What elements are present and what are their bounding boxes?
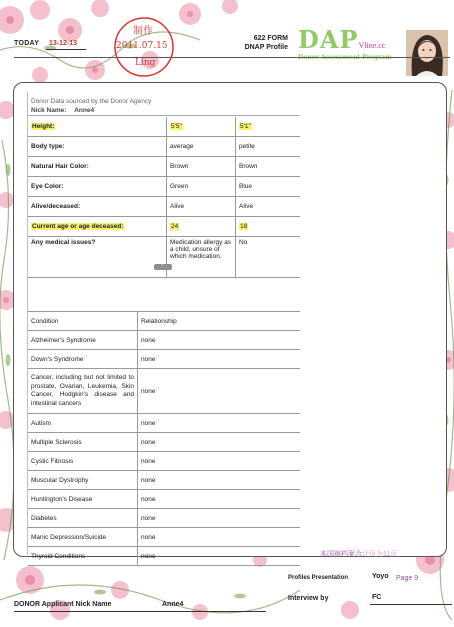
condition-row <box>28 547 300 566</box>
interview-by-value: FC <box>372 594 382 601</box>
conditions-header-row <box>28 312 300 331</box>
donor-nick-name-value: Anne4 <box>162 601 184 608</box>
condition-relationship: none <box>138 547 301 566</box>
condition-row <box>28 452 300 471</box>
interview-underline <box>370 604 452 605</box>
stamp-bottom-text: Ling <box>135 58 156 68</box>
condition-name: Multiple Sclerosis <box>28 433 138 452</box>
nick-name-value: Anne4 <box>74 107 95 114</box>
condition-row <box>28 369 300 414</box>
stamp-seal <box>113 16 175 78</box>
donor-underline <box>14 611 266 612</box>
condition-name: Huntington's Disease <box>28 490 138 509</box>
expand-handle[interactable] <box>154 264 172 270</box>
page-number: Page 9 <box>396 575 419 582</box>
condition-relationship: none <box>138 433 301 452</box>
trait-label: Body type: <box>31 143 65 150</box>
condition-name: Thyroid Conditions <box>28 547 138 566</box>
condition-row <box>28 490 300 509</box>
trait-value-2: petite <box>239 143 255 150</box>
condition-relationship: none <box>138 471 301 490</box>
trait-value-2: 5'1" <box>240 123 251 130</box>
trait-row <box>28 197 300 217</box>
trait-label: Any medical issues? <box>31 239 96 246</box>
trait-value-2: Blue <box>239 183 253 190</box>
logo-subtitle: Donor Assessment Program <box>298 54 392 61</box>
trait-row <box>28 157 300 177</box>
condition-row <box>28 509 300 528</box>
condition-row <box>28 331 300 350</box>
trait-value-2: No <box>239 239 248 246</box>
condition-name: Manic Depression/Suicide <box>28 528 138 547</box>
trait-value-2: Brown <box>239 163 258 170</box>
logo-suffix: Vline.cc <box>358 41 386 50</box>
profiles-presentation-label: Profiles Presentation <box>288 575 349 581</box>
trait-value-2: Alive <box>239 203 254 210</box>
trait-label: Eye Color: <box>31 183 64 190</box>
nick-name-underline <box>28 115 300 116</box>
condition-row <box>28 471 300 490</box>
condition-relationship: none <box>138 528 301 547</box>
logo-main-text: DAP <box>298 25 359 54</box>
condition-name: Diabetes <box>28 509 138 528</box>
page-count-note-main: 本国辩档案合 <box>320 551 362 558</box>
today-date: 13-12-13 <box>49 40 78 47</box>
form-title <box>236 34 288 52</box>
conditions-table <box>28 311 300 566</box>
donor-nick-name-label: DONOR Applicant Nick Name <box>14 601 112 608</box>
condition-name: Cancer, including but not limited to prostate, Ovarian, Leukemia, Skin Cancer, Hodgkin's disease and intestinal cancers <box>28 369 138 414</box>
condition-relationship: none <box>138 331 301 350</box>
condition-row <box>28 433 300 452</box>
condition-name: Down's Syndrome <box>28 350 138 369</box>
condition-relationship: none <box>138 490 301 509</box>
condition-relationship: none <box>138 414 301 433</box>
condition-row <box>28 350 300 369</box>
trait-label: Current age or age deceased: <box>32 223 124 230</box>
relationship-header: Relationship <box>138 312 301 331</box>
page-count-note-faint: 计页为11页 <box>362 551 398 558</box>
condition-row <box>28 528 300 547</box>
profiles-presentation-value: Yoyo <box>372 573 389 580</box>
nick-name-label: Nick Name: <box>31 107 67 114</box>
trait-label: Natural Hair Color: <box>31 163 89 170</box>
interview-by-label: Interview by <box>288 595 329 602</box>
traits-table <box>28 117 300 278</box>
page-count-note <box>320 549 397 559</box>
stamp-middle-text: 2011.07.15 <box>116 41 168 51</box>
header-rule <box>14 57 450 58</box>
stamp-top-text: 制作 <box>133 26 153 37</box>
trait-row <box>28 137 300 157</box>
condition-relationship: none <box>138 452 301 471</box>
trait-row <box>28 177 300 197</box>
trait-value-1: Medication allergy as a child, unsure of which medication. <box>170 239 232 260</box>
condition-name: Muscular Dystrophy <box>28 471 138 490</box>
nick-name-line <box>31 107 94 114</box>
condition-relationship: none <box>138 369 301 414</box>
today-label: TODAY <box>14 40 40 47</box>
form-title-line1: 622 FORM <box>253 35 288 42</box>
today-underline <box>46 49 86 50</box>
condition-name: Autism <box>28 414 138 433</box>
trait-value-2: 18 <box>240 223 248 230</box>
donor-photo <box>406 30 448 76</box>
condition-relationship: none <box>138 350 301 369</box>
trait-label: Height: <box>32 123 55 130</box>
form-title-line2: DNAP Profile <box>244 44 288 51</box>
trait-row <box>28 117 300 137</box>
trait-value-1: Green <box>170 183 189 190</box>
trait-row <box>28 217 300 237</box>
trait-value-1: 24 <box>171 223 179 230</box>
trait-value-1: 5'5" <box>171 123 182 130</box>
condition-name: Alzheimer's Syndrome <box>28 331 138 350</box>
trait-value-1: Alive <box>170 203 185 210</box>
condition-header: Condition <box>28 312 138 331</box>
trait-label: Alive/deceased: <box>31 203 81 210</box>
condition-name: Cystic Fibrosis <box>28 452 138 471</box>
source-note: Donor Data sourced by the Donor Agency <box>31 98 152 105</box>
trait-row <box>28 237 300 278</box>
condition-relationship: none <box>138 509 301 528</box>
trait-value-1: Brown <box>170 163 189 170</box>
condition-row <box>28 414 300 433</box>
trait-value-1: average <box>170 143 194 150</box>
